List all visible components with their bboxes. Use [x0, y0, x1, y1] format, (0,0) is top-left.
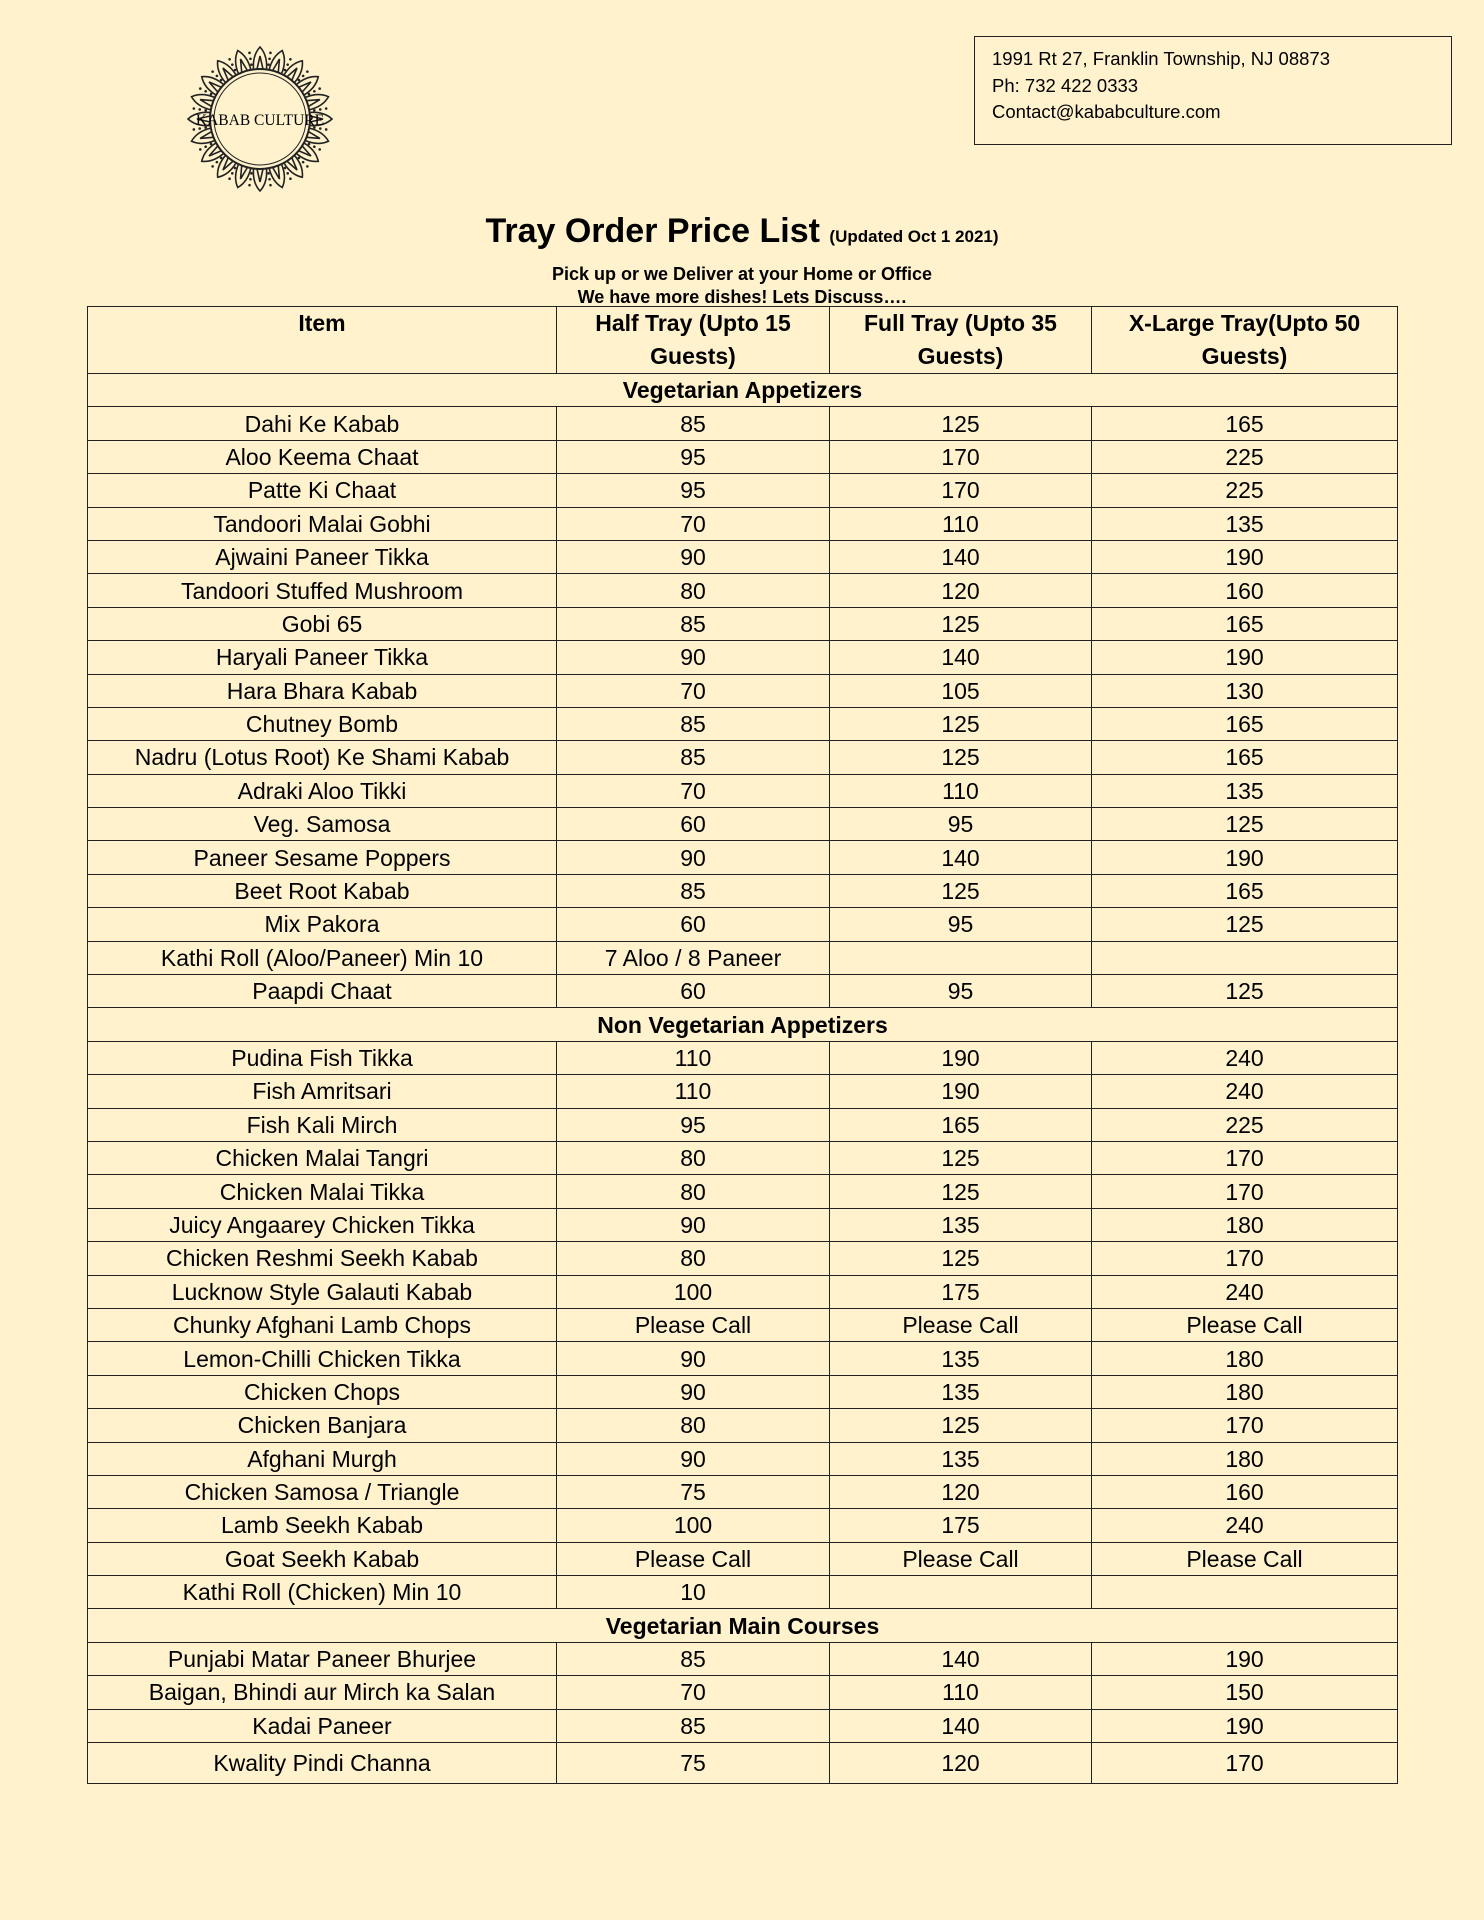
title-block	[0, 205, 1484, 309]
item-name: Chicken Reshmi Seekh Kabab	[88, 1242, 557, 1275]
xlarge-tray-price: 190	[1092, 641, 1398, 674]
half-tray-price: 10	[557, 1576, 830, 1609]
item-name: Kathi Roll (Aloo/Paneer) Min 10	[88, 941, 557, 974]
table-row	[88, 1041, 1398, 1074]
half-tray-price: 95	[557, 1108, 830, 1141]
table-row	[88, 1709, 1398, 1742]
full-tray-price: 120	[830, 1475, 1092, 1508]
item-name: Lamb Seekh Kabab	[88, 1509, 557, 1542]
item-name: Paapdi Chaat	[88, 975, 557, 1008]
half-tray-price: 90	[557, 641, 830, 674]
item-name: Fish Amritsari	[88, 1075, 557, 1108]
col-header-item: Item	[88, 307, 557, 374]
full-tray-price: 95	[830, 908, 1092, 941]
item-name: Ajwaini Paneer Tikka	[88, 540, 557, 573]
full-tray-price: 125	[830, 1409, 1092, 1442]
half-tray-price: 85	[557, 607, 830, 640]
xlarge-tray-price: 190	[1092, 841, 1398, 874]
table-row	[88, 1475, 1398, 1508]
table-row	[88, 707, 1398, 740]
table-row	[88, 540, 1398, 573]
full-tray-price: 135	[830, 1342, 1092, 1375]
xlarge-tray-price: 170	[1092, 1141, 1398, 1174]
table-row	[88, 674, 1398, 707]
half-tray-price: 90	[557, 1208, 830, 1241]
full-tray-price: 110	[830, 507, 1092, 540]
full-tray-price	[830, 941, 1092, 974]
section-title: Non Vegetarian Appetizers	[88, 1008, 1398, 1041]
full-tray-price: 135	[830, 1442, 1092, 1475]
xlarge-tray-price: 165	[1092, 707, 1398, 740]
xlarge-tray-price: 180	[1092, 1375, 1398, 1408]
table-row	[88, 1642, 1398, 1675]
full-tray-price: 135	[830, 1208, 1092, 1241]
xlarge-tray-price: 135	[1092, 774, 1398, 807]
section-title: Vegetarian Appetizers	[88, 374, 1398, 407]
more-dishes-note: We have more dishes! Lets Discuss….	[577, 287, 907, 307]
item-name: Hara Bhara Kabab	[88, 674, 557, 707]
full-tray-price: 125	[830, 1141, 1092, 1174]
half-tray-price: 80	[557, 1242, 830, 1275]
full-tray-price: 125	[830, 707, 1092, 740]
xlarge-tray-price: 170	[1092, 1743, 1398, 1784]
full-tray-price: 190	[830, 1075, 1092, 1108]
half-tray-price: 85	[557, 1709, 830, 1742]
half-tray-price: 90	[557, 1442, 830, 1475]
table-row	[88, 841, 1398, 874]
half-tray-price: 60	[557, 808, 830, 841]
item-name: Aloo Keema Chaat	[88, 440, 557, 473]
item-name: Beet Root Kabab	[88, 874, 557, 907]
full-tray-price: 140	[830, 841, 1092, 874]
full-tray-price: 170	[830, 440, 1092, 473]
half-tray-price: 70	[557, 674, 830, 707]
full-tray-price	[830, 1576, 1092, 1609]
xlarge-tray-price: 240	[1092, 1509, 1398, 1542]
contact-phone: Ph: 732 422 0333	[992, 74, 1139, 96]
xlarge-tray-price: 165	[1092, 607, 1398, 640]
full-tray-price: 135	[830, 1375, 1092, 1408]
xlarge-tray-price: 190	[1092, 540, 1398, 573]
item-name: Punjabi Matar Paneer Bhurjee	[88, 1642, 557, 1675]
half-tray-price: 80	[557, 1409, 830, 1442]
full-tray-price: 105	[830, 674, 1092, 707]
item-name: Tandoori Stuffed Mushroom	[88, 574, 557, 607]
xlarge-tray-price: 165	[1092, 407, 1398, 440]
xlarge-tray-price: 130	[1092, 674, 1398, 707]
xlarge-tray-price: 180	[1092, 1208, 1398, 1241]
full-tray-price: 170	[830, 474, 1092, 507]
half-tray-price: 80	[557, 1141, 830, 1174]
item-name: Dahi Ke Kabab	[88, 407, 557, 440]
xlarge-tray-price: 160	[1092, 574, 1398, 607]
section-row	[88, 1609, 1398, 1642]
item-name: Kadai Paneer	[88, 1709, 557, 1742]
table-row	[88, 1242, 1398, 1275]
item-name: Kwality Pindi Channa	[88, 1743, 557, 1784]
table-row	[88, 1743, 1398, 1784]
col-header-full-tray: Full Tray (Upto 35 Guests)	[830, 307, 1092, 374]
half-tray-price: Please Call	[557, 1308, 830, 1341]
half-tray-price: 85	[557, 1642, 830, 1675]
full-tray-price: 125	[830, 407, 1092, 440]
table-row	[88, 507, 1398, 540]
item-name: Baigan, Bhindi aur Mirch ka Salan	[88, 1676, 557, 1709]
xlarge-tray-price: 125	[1092, 975, 1398, 1008]
table-row	[88, 975, 1398, 1008]
table-row	[88, 1108, 1398, 1141]
half-tray-price: 85	[557, 874, 830, 907]
xlarge-tray-price: 165	[1092, 741, 1398, 774]
table-row	[88, 941, 1398, 974]
item-name: Pudina Fish Tikka	[88, 1041, 557, 1074]
full-tray-price: 125	[830, 1175, 1092, 1208]
half-tray-price: 90	[557, 841, 830, 874]
full-tray-price: 125	[830, 874, 1092, 907]
xlarge-tray-price: 170	[1092, 1409, 1398, 1442]
item-name: Goat Seekh Kabab	[88, 1542, 557, 1575]
delivery-note: Pick up or we Deliver at your Home or Office	[551, 264, 933, 284]
xlarge-tray-price: 190	[1092, 1642, 1398, 1675]
item-name: Paneer Sesame Poppers	[88, 841, 557, 874]
half-tray-price: 80	[557, 1175, 830, 1208]
item-name: Nadru (Lotus Root) Ke Shami Kabab	[88, 741, 557, 774]
item-name: Gobi 65	[88, 607, 557, 640]
item-name: Lucknow Style Galauti Kabab	[88, 1275, 557, 1308]
page-title	[0, 205, 1484, 263]
xlarge-tray-price	[1092, 941, 1398, 974]
xlarge-tray-price	[1092, 1576, 1398, 1609]
item-name: Tandoori Malai Gobhi	[88, 507, 557, 540]
item-name: Haryali Paneer Tikka	[88, 641, 557, 674]
half-tray-price: 75	[557, 1743, 830, 1784]
item-name: Kathi Roll (Chicken) Min 10	[88, 1576, 557, 1609]
half-tray-price: 7 Aloo / 8 Paneer	[557, 941, 830, 974]
col-header-xlarge-tray: X-Large Tray(Upto 50 Guests)	[1092, 307, 1398, 374]
xlarge-tray-price: 150	[1092, 1676, 1398, 1709]
xlarge-tray-price: 180	[1092, 1442, 1398, 1475]
table-row	[88, 1676, 1398, 1709]
xlarge-tray-price: 190	[1092, 1709, 1398, 1742]
full-tray-price: 125	[830, 607, 1092, 640]
table-row	[88, 607, 1398, 640]
full-tray-price: 140	[830, 641, 1092, 674]
xlarge-tray-price: 165	[1092, 874, 1398, 907]
table-row	[88, 1075, 1398, 1108]
half-tray-price: 110	[557, 1075, 830, 1108]
item-name: Chicken Malai Tikka	[88, 1175, 557, 1208]
table-row	[88, 808, 1398, 841]
full-tray-price: Please Call	[830, 1542, 1092, 1575]
half-tray-price: 90	[557, 540, 830, 573]
half-tray-price: 85	[557, 407, 830, 440]
section-title: Vegetarian Main Courses	[88, 1609, 1398, 1642]
xlarge-tray-price: 225	[1092, 474, 1398, 507]
contact-email: Contact@kababculture.com	[992, 101, 1221, 122]
half-tray-price: 90	[557, 1375, 830, 1408]
full-tray-price: 175	[830, 1275, 1092, 1308]
xlarge-tray-price: 125	[1092, 908, 1398, 941]
item-name: Patte Ki Chaat	[88, 474, 557, 507]
half-tray-price: 90	[557, 1342, 830, 1375]
half-tray-price: 70	[557, 1676, 830, 1709]
full-tray-price: Please Call	[830, 1308, 1092, 1341]
item-name: Adraki Aloo Tikki	[88, 774, 557, 807]
half-tray-price: 100	[557, 1509, 830, 1542]
full-tray-price: 175	[830, 1509, 1092, 1542]
xlarge-tray-price: Please Call	[1092, 1308, 1398, 1341]
xlarge-tray-price: Please Call	[1092, 1542, 1398, 1575]
table-row	[88, 908, 1398, 941]
table-body	[88, 374, 1398, 1784]
full-tray-price: 110	[830, 774, 1092, 807]
full-tray-price: 120	[830, 1743, 1092, 1784]
logo-text: KABAB CULTURE	[195, 112, 325, 129]
xlarge-tray-price: 180	[1092, 1342, 1398, 1375]
table-row	[88, 1542, 1398, 1575]
item-name: Fish Kali Mirch	[88, 1108, 557, 1141]
table-row	[88, 407, 1398, 440]
xlarge-tray-price: 170	[1092, 1175, 1398, 1208]
half-tray-price: 70	[557, 507, 830, 540]
xlarge-tray-price: 160	[1092, 1475, 1398, 1508]
item-name: Chicken Malai Tangri	[88, 1141, 557, 1174]
table-row	[88, 874, 1398, 907]
table-row	[88, 574, 1398, 607]
table-row	[88, 1308, 1398, 1341]
full-tray-price: 125	[830, 741, 1092, 774]
item-name: Chicken Banjara	[88, 1409, 557, 1442]
full-tray-price: 120	[830, 574, 1092, 607]
half-tray-price: 110	[557, 1041, 830, 1074]
half-tray-price: 60	[557, 908, 830, 941]
contact-box	[974, 36, 1452, 145]
full-tray-price: 140	[830, 1709, 1092, 1742]
table-row	[88, 1275, 1398, 1308]
table-row	[88, 1141, 1398, 1174]
section-row	[88, 1008, 1398, 1041]
table-row	[88, 1375, 1398, 1408]
table-row	[88, 741, 1398, 774]
xlarge-tray-price: 240	[1092, 1041, 1398, 1074]
item-name: Juicy Angaarey Chicken Tikka	[88, 1208, 557, 1241]
half-tray-price: 80	[557, 574, 830, 607]
table-row	[88, 1576, 1398, 1609]
half-tray-price: 100	[557, 1275, 830, 1308]
full-tray-price: 140	[830, 1642, 1092, 1675]
table-row	[88, 1509, 1398, 1542]
item-name: Chunky Afghani Lamb Chops	[88, 1308, 557, 1341]
half-tray-price: 60	[557, 975, 830, 1008]
item-name: Afghani Murgh	[88, 1442, 557, 1475]
table-row	[88, 1442, 1398, 1475]
col-header-half-tray: Half Tray (Upto 15 Guests)	[557, 307, 830, 374]
updated-date: (Updated Oct 1 2021)	[829, 227, 999, 246]
full-tray-price: 140	[830, 540, 1092, 573]
header-row	[88, 307, 1398, 374]
table-row	[88, 440, 1398, 473]
table-row	[88, 641, 1398, 674]
item-name: Chicken Samosa / Triangle	[88, 1475, 557, 1508]
half-tray-price: 95	[557, 474, 830, 507]
price-table	[87, 306, 1398, 1784]
item-name: Veg. Samosa	[88, 808, 557, 841]
item-name: Mix Pakora	[88, 908, 557, 941]
xlarge-tray-price: 225	[1092, 1108, 1398, 1141]
xlarge-tray-price: 125	[1092, 808, 1398, 841]
half-tray-price: 70	[557, 774, 830, 807]
table-row	[88, 1409, 1398, 1442]
half-tray-price: 95	[557, 440, 830, 473]
table-row	[88, 1208, 1398, 1241]
item-name: Chutney Bomb	[88, 707, 557, 740]
table-row	[88, 774, 1398, 807]
contact-address: 1991 Rt 27, Franklin Township, NJ 08873	[992, 48, 1330, 69]
table-row	[88, 474, 1398, 507]
title-text: Tray Order Price List	[485, 212, 820, 250]
table-row	[88, 1342, 1398, 1375]
full-tray-price: 165	[830, 1108, 1092, 1141]
half-tray-price: 85	[557, 741, 830, 774]
mandala-logo-icon	[183, 42, 337, 196]
full-tray-price: 95	[830, 975, 1092, 1008]
xlarge-tray-price: 240	[1092, 1075, 1398, 1108]
xlarge-tray-price: 170	[1092, 1242, 1398, 1275]
half-tray-price: 85	[557, 707, 830, 740]
full-tray-price: 125	[830, 1242, 1092, 1275]
section-row	[88, 374, 1398, 407]
xlarge-tray-price: 135	[1092, 507, 1398, 540]
full-tray-price: 110	[830, 1676, 1092, 1709]
table-row	[88, 1175, 1398, 1208]
full-tray-price: 190	[830, 1041, 1092, 1074]
item-name: Chicken Chops	[88, 1375, 557, 1408]
item-name: Lemon-Chilli Chicken Tikka	[88, 1342, 557, 1375]
xlarge-tray-price: 225	[1092, 440, 1398, 473]
full-tray-price: 95	[830, 808, 1092, 841]
half-tray-price: Please Call	[557, 1542, 830, 1575]
xlarge-tray-price: 240	[1092, 1275, 1398, 1308]
half-tray-price: 75	[557, 1475, 830, 1508]
